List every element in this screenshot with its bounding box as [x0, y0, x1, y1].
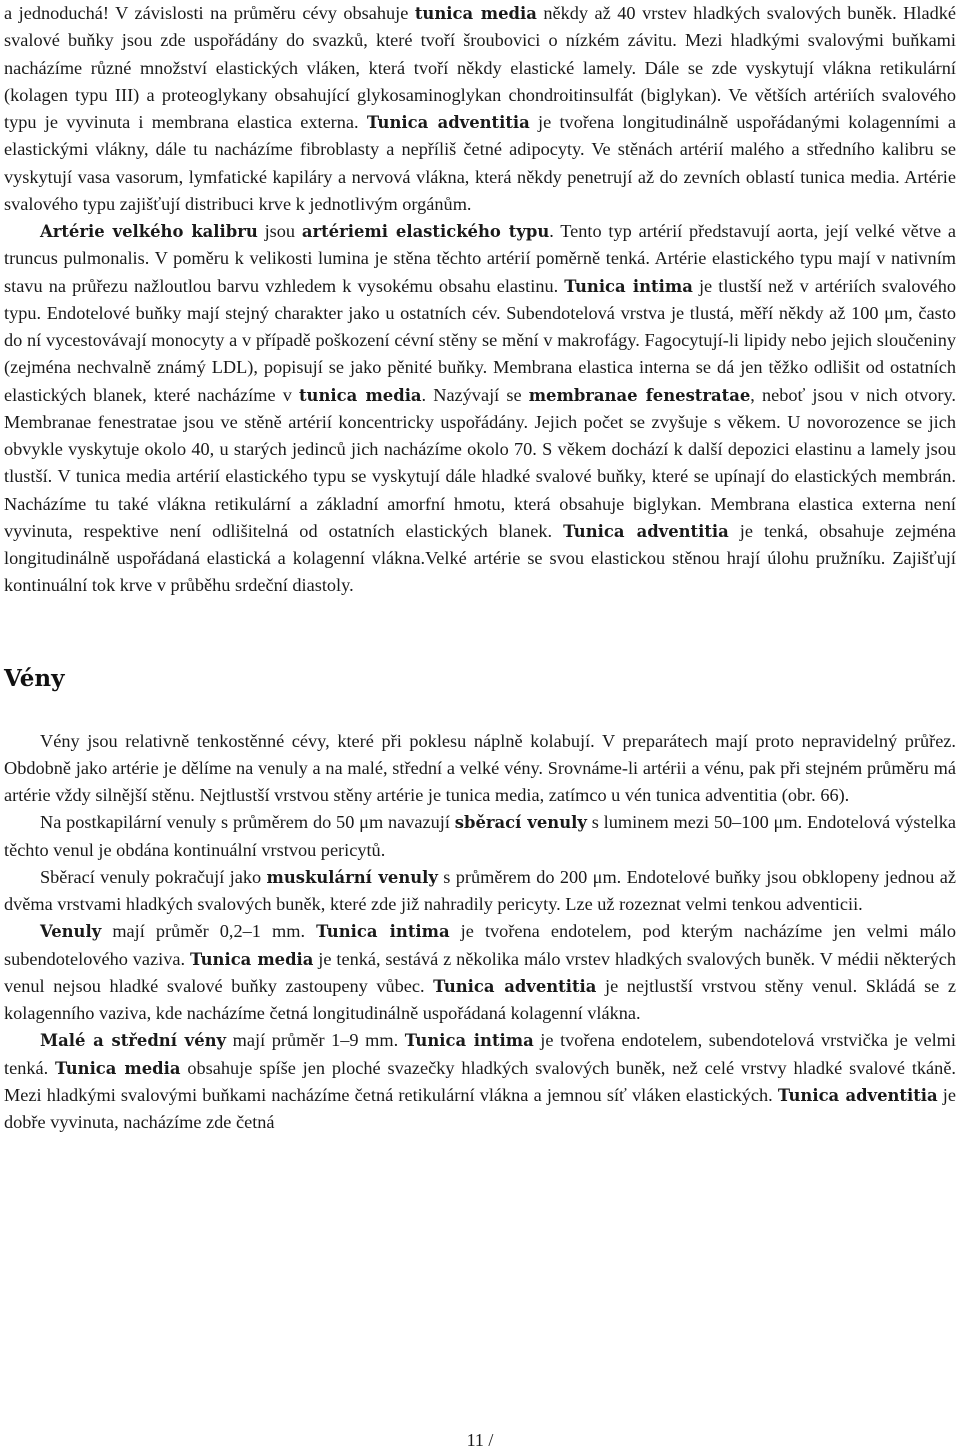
text-run: je dobře vyvinuta, nacházíme zde četná [4, 1084, 956, 1132]
text-run: . Nazývají se [421, 384, 529, 405]
text-run: je tenká, obsahuje zejména longitudinálně uspořádaná elastická a kolagenní vlákna.Velké artérie se svou elastickou stěnou hrají úlohu pružníku. Zajišťují kontinuální tok krve v průběhu srdeční diastoly. [4, 520, 956, 596]
bold-term: membranae fenestratae [528, 385, 751, 405]
text-run: a jednoduchá! V závislosti na průměru cévy obsahuje [4, 3, 415, 23]
bold-term: Artérie velkého kalibru [40, 222, 258, 241]
bold-term: muskulární venuly [266, 867, 438, 887]
paragraph-muscular-venules [4, 864, 956, 919]
text-run: je tvořena endotelem, pod kterým nacházíme jen velmi málo subendotelového vaziva. [4, 921, 956, 969]
bold-term: Tunica adventitia [777, 1085, 938, 1105]
bold-term: Tunica intima [316, 922, 450, 942]
bold-term: Tunica media [189, 949, 314, 969]
paragraph-venules [4, 918, 956, 1027]
text-run: Na postkapilární venuly s průměrem do 50 μm navazují [40, 812, 455, 833]
text-run: je tlustší než v artériích svalového typu. Endotelové buňky mají stejný charakter jako u ostatních cév. Subendotelová vrstva je tlustá, měří někdy až 100 μm, často do ní vycestovávají monocyty a v případě poškození cévní stěny se mění v makrofágy. Fagocytují-li lipidy nebo jejich sloučeniny (zejména nechvalně známý LDL), popisují se jako pěnité buňky. Membrana elastica interna se dá jen těžko odlišit od ostatních elastických blanek, které nacházíme v [4, 275, 956, 405]
bold-term: Malé a střední vény [40, 1031, 227, 1051]
text-run: mají průměr 0,2–1 mm. [101, 921, 317, 942]
paragraph-veins-intro [4, 728, 956, 810]
text-run: s průměrem do 200 μm. Endotelové buňky jsou obklopeny jednou až dvěma vrstvami hladkých svalových buněk, které zde již nahradily pericyty. Lze už rozeznat velmi tenkou adventicii. [4, 866, 956, 914]
bold-term: Tunica adventitia [366, 113, 530, 132]
section-heading-veny: Vény [4, 664, 65, 692]
paragraph-small-medium-veins [4, 1027, 956, 1136]
text-run: . Tento typ artérií představují aorta, její velké větve a truncus pulmonalis. V poměru k velikosti lumina je stěna těchto artérií poměrně tenká. Artérie elastického typu mají v nativním stavu na průřezu nažloutlou barvu vzhledem k vysokému obsahu elastinu. [4, 221, 957, 296]
paragraph-muscular-arteries [4, 0, 956, 218]
text-run: je nejtlustší vrstvou stěny venul. Skládá se z kolagenního vaziva, kde nacházíme četná longitudinálně uspořádaná kolagenní vlákna. [4, 975, 956, 1023]
text-run: Sběrací venuly pokračují jako [40, 866, 267, 887]
text-run: je tvořena endotelem, subendotelová vrstvička je velmi tenká. [4, 1030, 956, 1078]
text-run: obsahuje spíše jen ploché svazečky hladkých svalových buněk, než celé vrstvy hladké svalové tkáně. Mezi hladkými svalovými buňkami nacházíme četná retikulární vlákna a jemnou síť vláken elastických. [4, 1057, 957, 1105]
bold-term: sběrací venuly [454, 813, 587, 833]
bold-term: Tunica intima [404, 1031, 534, 1051]
text-run: jsou [257, 221, 302, 241]
text-run: mají průměr 1–9 mm. [226, 1030, 405, 1051]
bold-term: Tunica adventitia [433, 976, 597, 996]
page-number: 11 / [466, 1430, 494, 1450]
bold-term: Tunica intima [564, 276, 693, 296]
paragraph-collecting-venules [4, 809, 956, 864]
text-run: je tenká, sestává z několika málo vrstev hladkých svalových buněk. V médii některých venul nejsou hladké svalové buňky zastoupeny vůbec. [4, 948, 957, 996]
text-run: je tvořena longitudinálně uspořádanými kolagenními a elastickými vlákny, dále tu nacházíme fibroblasty a nepříliš četné adipocyty. Ve stěnách artérií malého a středního kalibru se vyskytují vasa vasorum, lymfatické kapiláry a nervová vlákna, která někdy penetrují až do zevních oblastí tunica media. Artérie svalového typu zajišťují distribuci krve k jednotlivým orgánům. [4, 112, 957, 214]
text-run: Vény jsou relativně tenkostěnné cévy, které při poklesu náplně kolabují. V preparátech mají proto nepravidelný průřez. Obdobně jako artérie je dělíme na venuly a na malé, střední a velké vény. Srovnáme-li artérii a vénu, pak při stejném průměru má artérie vždy silnější stěnu. Nejtlustší vrstvou stěny artérie je tunica media, zatímco u vén tunica adventitia (obr. 66). [4, 730, 956, 805]
bold-term: artériemi elastického typu [301, 222, 550, 241]
bold-term: Tunica media [55, 1058, 181, 1078]
bold-term: Venuly [40, 922, 102, 942]
bold-term: tunica media [414, 4, 537, 23]
bold-term: Tunica adventitia [563, 521, 729, 541]
text-run: někdy až 40 vrstev hladkých svalových buněk. Hladké svalové buňky jsou zde uspořádány do svazků, které tvoří šroubovici o nízkém závitu. Mezi hladkými svalovými buňkami nacházíme různé množství elastických vláken, která tvoří někdy elastické lamely. Dále se zde vyskytují vlákna retikulární (kolagen typu III) a proteoglykany obsahující glykosaminoglykan chondroitinsulfát (biglykan). Ve větších artériích svalového typu je vyvinuta i membrana elastica externa. [4, 3, 956, 132]
text-run: s luminem mezi 50–100 μm. Endotelová výstelka těchto venul je obdána kontinuální vrstvou pericytů. [4, 812, 956, 860]
text-run: , neboť jsou v nich otvory. Membranae fenestratae jsou ve stěně artérií koncentricky uspořádány. Jejich počet se zvyšuje s věkem. U novorozence se jich obvykle vyskytuje okolo 40, u starých jedinců jich nacházíme okolo 70. S věkem dochází k další depozici elastinu a lamely jsou tlustší. V tunica media artérií elastického typu se vyskytují dále hladké svalové buňky, které se upínají do elastických membrán. Nacházíme tu také vlákna retikulární a základní amorfní hmotu, která obsahuje biglykan. Membrana elastica externa není vyvinuta, respektive není odlišitelná od ostatních elastických blanek. [4, 384, 956, 541]
paragraph-elastic-arteries [4, 218, 956, 600]
bold-term: tunica media [298, 385, 422, 405]
document-page [4, 0, 956, 1136]
